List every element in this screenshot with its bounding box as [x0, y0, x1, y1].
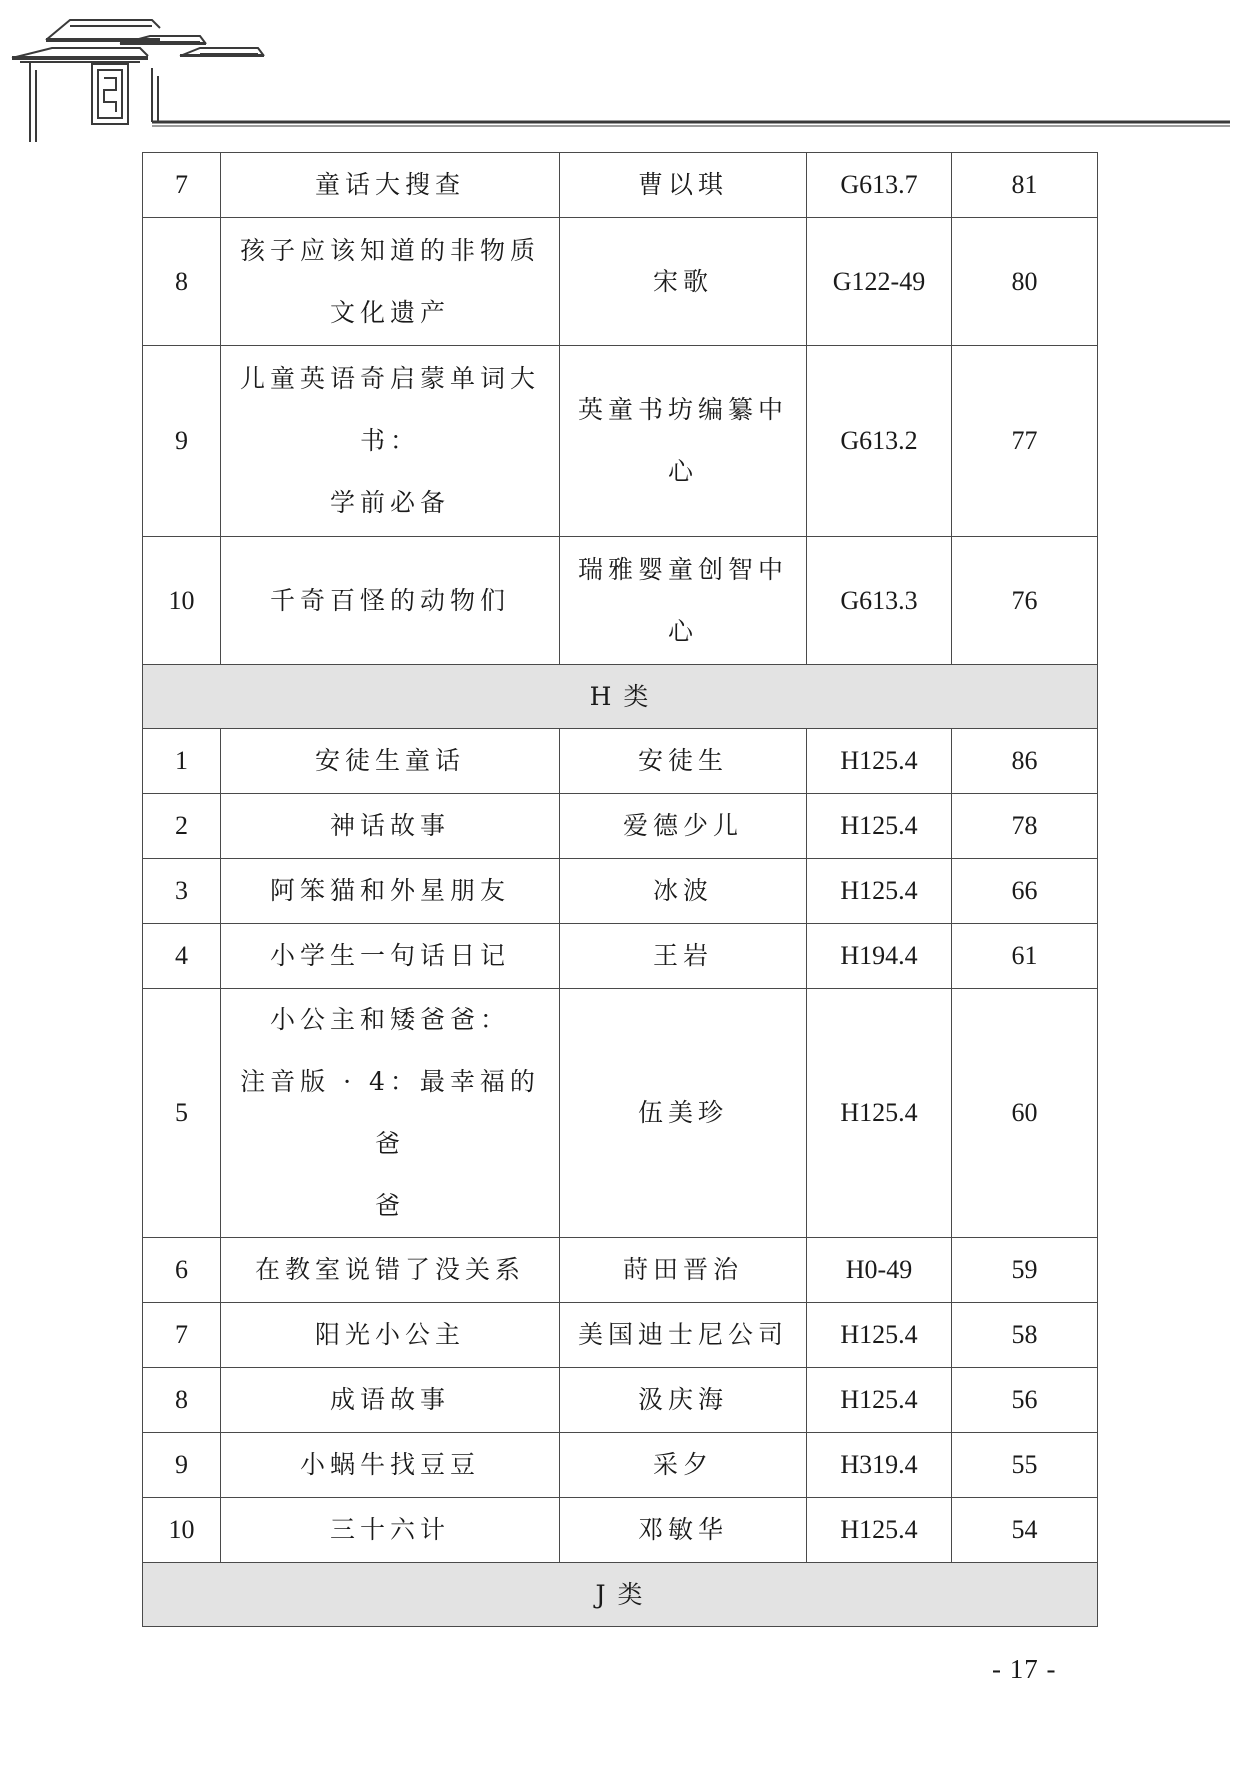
title-cell — [221, 218, 560, 346]
table-row — [143, 859, 1098, 924]
title-cell — [221, 1368, 560, 1433]
title-cell — [221, 1498, 560, 1563]
rank-cell: 2 — [143, 794, 221, 859]
author-cell-line: 邓敏华 — [637, 1515, 728, 1544]
count-cell: 86 — [952, 729, 1098, 794]
title-cell — [221, 537, 560, 665]
table-row — [143, 989, 1098, 1238]
count-cell: 59 — [952, 1238, 1098, 1303]
rank-cell: 3 — [143, 859, 221, 924]
author-cell-line: 英童书坊编纂中 — [577, 395, 788, 424]
title-cell-line: 书： — [359, 426, 420, 455]
title-cell-line: 神话故事 — [329, 811, 450, 840]
table-row — [143, 794, 1098, 859]
table-row — [143, 153, 1098, 218]
classification-cell: G613.7 — [807, 153, 952, 218]
table-row — [143, 346, 1098, 537]
table-row — [143, 1433, 1098, 1498]
title-cell-line: 爸 — [374, 1191, 405, 1220]
title-cell — [221, 1433, 560, 1498]
author-cell — [560, 729, 807, 794]
count-cell: 77 — [952, 346, 1098, 537]
book-ranking-table — [142, 152, 1098, 1627]
title-cell-line: 阳光小公主 — [314, 1320, 465, 1349]
author-cell-line: 王岩 — [652, 941, 713, 970]
author-cell — [560, 153, 807, 218]
count-cell: 54 — [952, 1498, 1098, 1563]
classification-cell: H125.4 — [807, 794, 952, 859]
author-cell-line: 伍美珍 — [637, 1098, 728, 1127]
page-number: - 17 - — [992, 1654, 1057, 1684]
author-cell — [560, 1303, 807, 1368]
author-cell-line: 冰波 — [652, 876, 713, 905]
rank-cell: 7 — [143, 153, 221, 218]
rank-cell: 8 — [143, 1368, 221, 1433]
rank-cell: 8 — [143, 218, 221, 346]
classification-cell: H125.4 — [807, 859, 952, 924]
author-cell-line: 宋歌 — [652, 266, 713, 296]
table-row — [143, 218, 1098, 346]
title-cell — [221, 1303, 560, 1368]
classification-cell: G613.2 — [807, 346, 952, 537]
category-header-row — [143, 665, 1098, 729]
author-cell-line: 美国迪士尼公司 — [577, 1320, 788, 1349]
count-cell: 56 — [952, 1368, 1098, 1433]
author-cell-line: 心 — [667, 457, 698, 486]
author-cell — [560, 1498, 807, 1563]
rank-cell: 9 — [143, 346, 221, 537]
table-row — [143, 729, 1098, 794]
count-cell: 78 — [952, 794, 1098, 859]
count-cell: 61 — [952, 924, 1098, 989]
classification-cell: H125.4 — [807, 1368, 952, 1433]
table-row — [143, 924, 1098, 989]
title-cell-line: 千奇百怪的动物们 — [269, 585, 510, 615]
title-cell-line: 成语故事 — [329, 1385, 450, 1414]
classification-cell: H125.4 — [807, 729, 952, 794]
rank-cell: 10 — [143, 537, 221, 665]
classification-cell: H125.4 — [807, 1303, 952, 1368]
table-row — [143, 1368, 1098, 1433]
rank-cell: 10 — [143, 1498, 221, 1563]
author-cell-line: 曹以琪 — [637, 170, 728, 199]
classification-cell: H125.4 — [807, 989, 952, 1238]
header-ornament — [0, 0, 1249, 150]
title-cell-line: 小学生一句话日记 — [269, 941, 510, 970]
author-cell — [560, 989, 807, 1238]
title-cell-line: 阿笨猫和外星朋友 — [269, 876, 510, 905]
count-cell: 58 — [952, 1303, 1098, 1368]
table-row — [143, 537, 1098, 665]
author-cell — [560, 1433, 807, 1498]
count-cell: 76 — [952, 537, 1098, 665]
count-cell: 55 — [952, 1433, 1098, 1498]
title-cell-line: 学前必备 — [329, 488, 450, 517]
table-row — [143, 1303, 1098, 1368]
author-cell-line: 爱德少儿 — [622, 811, 743, 840]
title-cell-line: 文化遗产 — [329, 297, 450, 327]
title-cell-line: 儿童英语奇启蒙单词大 — [239, 364, 540, 393]
book-ranking-table-container — [142, 152, 1097, 1627]
table-row — [143, 1238, 1098, 1303]
classification-cell: H319.4 — [807, 1433, 952, 1498]
title-cell-line: 童话大搜查 — [314, 170, 465, 199]
classification-cell: H194.4 — [807, 924, 952, 989]
author-cell-line: 莳田晋治 — [622, 1255, 743, 1284]
title-cell-line: 小蜗牛找豆豆 — [299, 1450, 480, 1479]
category-header: J 类 — [143, 1563, 1098, 1627]
table-body — [143, 153, 1098, 1627]
category-header-row — [143, 1563, 1098, 1627]
count-cell: 66 — [952, 859, 1098, 924]
rank-cell: 4 — [143, 924, 221, 989]
rank-cell: 6 — [143, 1238, 221, 1303]
author-cell-line: 汲庆海 — [637, 1385, 728, 1414]
rank-cell: 1 — [143, 729, 221, 794]
title-cell — [221, 346, 560, 537]
author-cell — [560, 794, 807, 859]
rank-cell: 5 — [143, 989, 221, 1238]
author-cell — [560, 924, 807, 989]
title-cell — [221, 859, 560, 924]
title-cell-line: 孩子应该知道的非物质 — [239, 235, 540, 265]
classification-cell: H125.4 — [807, 1498, 952, 1563]
title-cell-line: 安徒生童话 — [314, 746, 465, 775]
rank-cell: 9 — [143, 1433, 221, 1498]
title-cell — [221, 1238, 560, 1303]
author-cell — [560, 537, 807, 665]
title-cell-line: 小公主和矮爸爸： — [269, 1005, 510, 1034]
title-cell — [221, 153, 560, 218]
title-cell-line: 在教室说错了没关系 — [254, 1255, 525, 1284]
title-cell — [221, 794, 560, 859]
title-cell-line: 三十六计 — [329, 1515, 450, 1544]
classification-cell: H0-49 — [807, 1238, 952, 1303]
title-cell-line: 注音版 · 4：最幸福的爸 — [240, 1067, 540, 1158]
author-cell-line: 安徒生 — [637, 746, 728, 775]
title-cell — [221, 924, 560, 989]
author-cell — [560, 1368, 807, 1433]
rank-cell: 7 — [143, 1303, 221, 1368]
count-cell: 81 — [952, 153, 1098, 218]
classification-cell: G613.3 — [807, 537, 952, 665]
title-cell — [221, 989, 560, 1238]
title-cell — [221, 729, 560, 794]
count-cell: 60 — [952, 989, 1098, 1238]
author-cell — [560, 859, 807, 924]
author-cell — [560, 346, 807, 537]
table-row — [143, 1498, 1098, 1563]
author-cell-line: 采夕 — [652, 1450, 713, 1479]
author-cell-line: 心 — [667, 616, 698, 646]
count-cell: 80 — [952, 218, 1098, 346]
category-header: H 类 — [143, 665, 1098, 729]
author-cell — [560, 218, 807, 346]
classification-cell: G122-49 — [807, 218, 952, 346]
author-cell — [560, 1238, 807, 1303]
author-cell-line: 瑞雅婴童创智中 — [577, 554, 788, 584]
